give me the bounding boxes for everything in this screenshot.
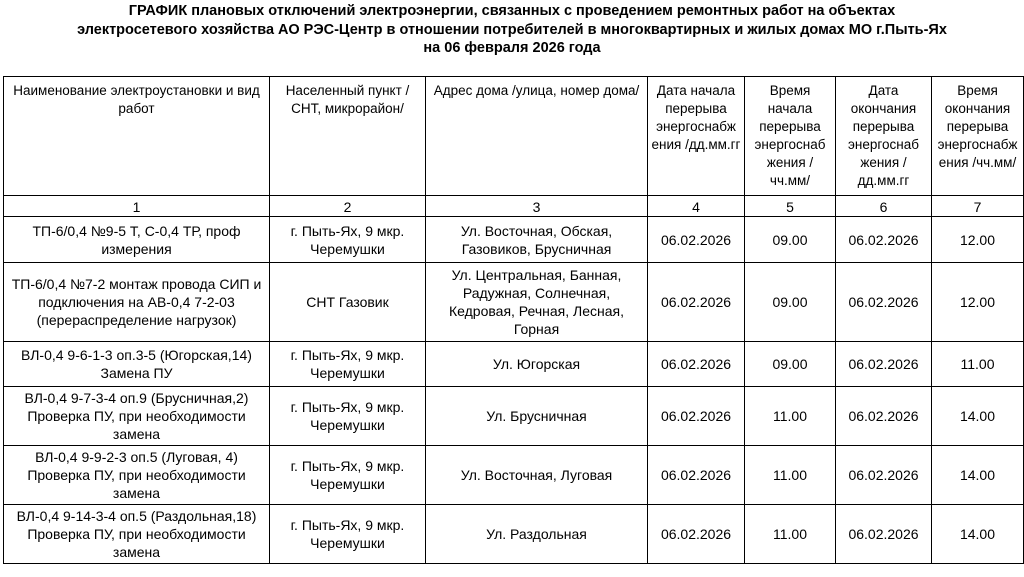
cell-start-date[interactable]: 06.02.2026 [648, 446, 745, 505]
column-number[interactable]: 4 [648, 196, 745, 217]
cell-end-time[interactable]: 11.00 [932, 342, 1024, 387]
header-installation[interactable]: Наименование электроустановки и вид работ [4, 77, 270, 196]
header-start-date[interactable]: Дата начала перерыва энергоснабж ения /дд.мм.гг [648, 77, 745, 196]
cell-end-date[interactable]: 06.02.2026 [836, 505, 932, 564]
cell-start-date[interactable]: 06.02.2026 [648, 505, 745, 564]
table-header-row [4, 77, 1024, 196]
cell-installation[interactable]: ТП-6/0,4 №9-5 Т, С-0,4 ТР, проф измерения [4, 217, 270, 263]
cell-start-time[interactable]: 09.00 [745, 217, 836, 263]
cell-end-date[interactable]: 06.02.2026 [836, 446, 932, 505]
outage-schedule-table [3, 76, 1024, 564]
cell-end-date[interactable]: 06.02.2026 [836, 263, 932, 342]
cell-end-date[interactable]: 06.02.2026 [836, 387, 932, 446]
column-number-row [4, 196, 1024, 217]
table-row [4, 342, 1024, 387]
table-row [4, 387, 1024, 446]
cell-end-time[interactable]: 14.00 [932, 446, 1024, 505]
title-line-1: ГРАФИК плановых отключений электроэнергии, связанных с проведением ремонтных работ на объектах [128, 3, 896, 19]
column-number[interactable]: 2 [270, 196, 426, 217]
header-end-date[interactable]: Дата окончания перерыва энергоснаб жения /дд.мм.гг [836, 77, 932, 196]
cell-end-date[interactable]: 06.02.2026 [836, 217, 932, 263]
column-number[interactable]: 6 [836, 196, 932, 217]
cell-start-time[interactable]: 09.00 [745, 263, 836, 342]
table-row [4, 446, 1024, 505]
cell-address[interactable]: Ул. Брусничная [426, 387, 648, 446]
cell-end-time[interactable]: 12.00 [932, 217, 1024, 263]
table-row [4, 217, 1024, 263]
document-title [0, 0, 1024, 58]
cell-installation[interactable]: ВЛ-0,4 9-6-1-3 оп.3-5 (Югорская,14) Замена ПУ [4, 342, 270, 387]
cell-address[interactable]: Ул. Раздольная [426, 505, 648, 564]
cell-end-time[interactable]: 12.00 [932, 263, 1024, 342]
table-row [4, 505, 1024, 564]
header-start-time[interactable]: Время начала перерыва энергоснаб жения /чч.мм/ [745, 77, 836, 196]
cell-start-time[interactable]: 11.00 [745, 505, 836, 564]
cell-installation[interactable]: ТП-6/0,4 №7-2 монтаж провода СИП и подключения на АВ-0,4 7-2-03 (перераспределение нагрузок) [4, 263, 270, 342]
title-line-3: на 06 февраля 2026 года [423, 40, 601, 56]
table-row [4, 263, 1024, 342]
cell-locality[interactable]: г. Пыть-Ях, 9 мкр. Черемушки [270, 446, 426, 505]
cell-start-date[interactable]: 06.02.2026 [648, 387, 745, 446]
cell-end-date[interactable]: 06.02.2026 [836, 342, 932, 387]
cell-start-date[interactable]: 06.02.2026 [648, 263, 745, 342]
header-end-time[interactable]: Время окончания перерыва энергоснабж ения /чч.мм/ [932, 77, 1024, 196]
cell-locality[interactable]: г. Пыть-Ях, 9 мкр. Черемушки [270, 342, 426, 387]
header-locality[interactable]: Населенный пункт /СНТ, микрорайон/ [270, 77, 426, 196]
cell-locality[interactable]: г. Пыть-Ях, 9 мкр. Черемушки [270, 387, 426, 446]
column-number[interactable]: 3 [426, 196, 648, 217]
cell-locality[interactable]: СНТ Газовик [270, 263, 426, 342]
cell-address[interactable]: Ул. Восточная, Обская, Газовиков, Брусничная [426, 217, 648, 263]
column-number[interactable]: 5 [745, 196, 836, 217]
cell-locality[interactable]: г. Пыть-Ях, 9 мкр. Черемушки [270, 505, 426, 564]
column-number[interactable]: 7 [932, 196, 1024, 217]
cell-locality[interactable]: г. Пыть-Ях, 9 мкр. Черемушки [270, 217, 426, 263]
column-number[interactable]: 1 [4, 196, 270, 217]
cell-installation[interactable]: ВЛ-0,4 9-14-3-4 оп.5 (Раздольная,18) Проверка ПУ, при необходимости замена [4, 505, 270, 564]
cell-address[interactable]: Ул. Восточная, Луговая [426, 446, 648, 505]
cell-end-time[interactable]: 14.00 [932, 387, 1024, 446]
cell-start-time[interactable]: 11.00 [745, 387, 836, 446]
header-address[interactable]: Адрес дома /улица, номер дома/ [426, 77, 648, 196]
cell-start-time[interactable]: 11.00 [745, 446, 836, 505]
cell-start-date[interactable]: 06.02.2026 [648, 342, 745, 387]
cell-start-time[interactable]: 09.00 [745, 342, 836, 387]
cell-installation[interactable]: ВЛ-0,4 9-9-2-3 оп.5 (Луговая, 4) Проверка ПУ, при необходимости замена [4, 446, 270, 505]
cell-address[interactable]: Ул. Югорская [426, 342, 648, 387]
cell-address[interactable]: Ул. Центральная, Банная, Радужная, Солнечная, Кедровая, Речная, Лесная, Горная [426, 263, 648, 342]
cell-end-time[interactable]: 14.00 [932, 505, 1024, 564]
cell-installation[interactable]: ВЛ-0,4 9-7-3-4 оп.9 (Брусничная,2) Проверка ПУ, при необходимости замена [4, 387, 270, 446]
title-line-2: электросетевого хозяйства АО РЭС-Центр в отношении потребителей в многоквартирных и жилых домах МО г.Пыть-Ях [77, 21, 947, 38]
cell-start-date[interactable]: 06.02.2026 [648, 217, 745, 263]
